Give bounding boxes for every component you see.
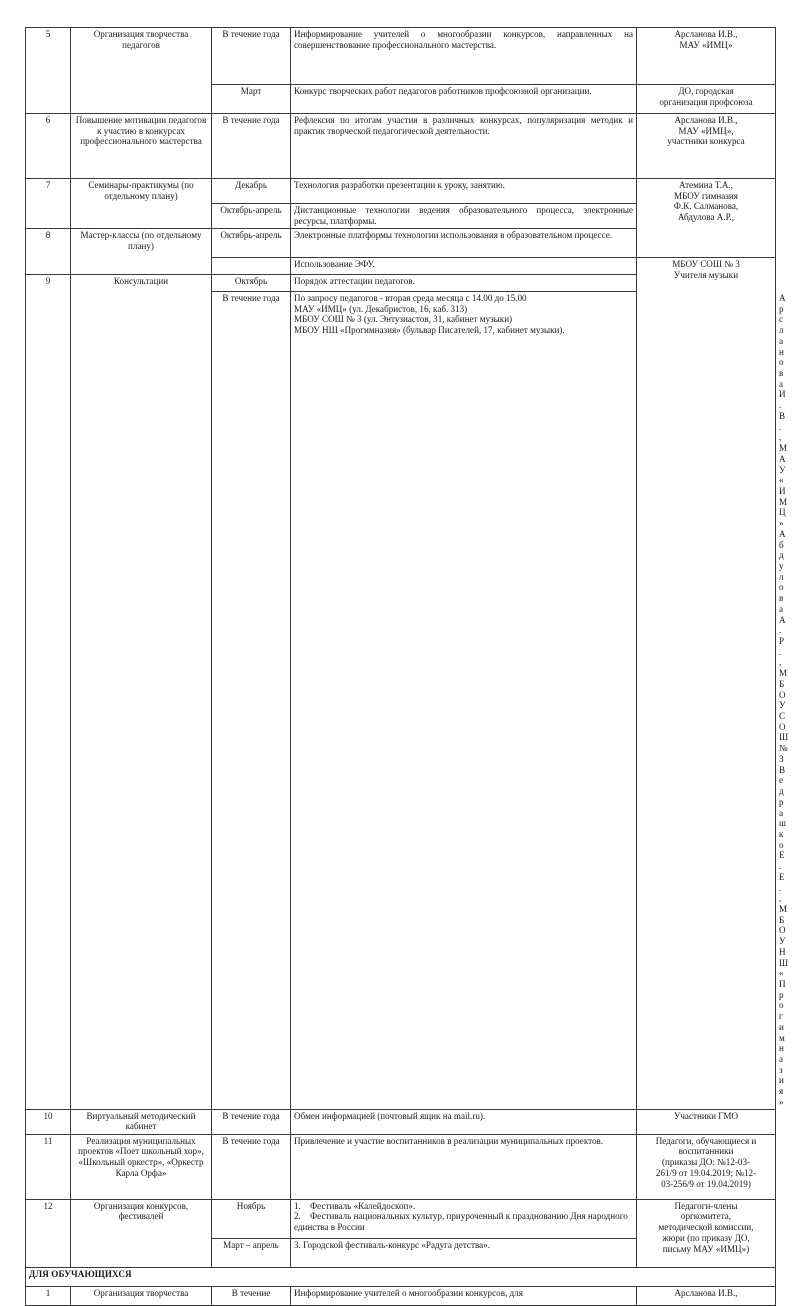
row-number: 11 xyxy=(26,1134,71,1199)
row-number: 1 xyxy=(26,1286,71,1305)
row-topic: Организация творчества xyxy=(71,1286,212,1305)
row-date: В течение года xyxy=(212,28,291,85)
list-item xyxy=(294,1201,633,1212)
row-responsible: Арсланова И.В., МАУ «ИМЦ», участники конкурса xyxy=(637,114,776,179)
row-date: Октябрь-апрель xyxy=(212,204,291,229)
row-responsible: МБОУ СОШ № 3 Учителя музыки xyxy=(637,258,776,1110)
row-date: В течение xyxy=(212,1286,291,1305)
row-number: 12 xyxy=(26,1199,71,1267)
row-date: В течение года xyxy=(212,114,291,179)
row-number: 8 xyxy=(26,229,71,275)
table-row xyxy=(26,28,776,85)
list-item xyxy=(294,1211,633,1232)
row-content: Дистанционные технологии ведения образовательного процесса, электронные ресурсы, платформы. xyxy=(291,204,637,229)
row-topic: Консультации xyxy=(71,275,212,1110)
row-responsible: Арсланова И.В., xyxy=(637,1286,776,1305)
row-topic: Организация творчества педагогов xyxy=(71,28,212,114)
row-responsible: ДО, городская организация профсоюза xyxy=(637,85,776,114)
table-row xyxy=(26,1286,776,1305)
row-date: Ноябрь xyxy=(212,1199,291,1238)
row-content xyxy=(291,1199,637,1238)
list-text: Фестиваль национальных культур, приуроченный к празднованию Дня народного единства в России xyxy=(294,1211,628,1233)
row-date: Март xyxy=(212,85,291,114)
row-content: Информирование учителей о многообразии конкурсов, для xyxy=(291,1286,637,1305)
row-responsible: Педагоги-члены оргкомитета, методической комиссии, жюри (по приказу ДО, письму МАУ «ИМЦ») xyxy=(637,1199,776,1267)
row-number: 10 xyxy=(26,1109,71,1134)
row-date: Март – апрель xyxy=(212,1238,291,1267)
row-content: 3. Городской фестиваль-конкурс «Радуга детства». xyxy=(291,1238,637,1267)
row-content: По запросу педагогов - вторая среда месяца с 14.00 до 15.00 МАУ «ИМЦ» (ул. Декабристов, 16, каб. 313) МБОУ СОШ № 3 (ул. Энтузиастов, 31, кабинет музыки) МБОУ НШ «Прогимназия» (бульвар Писателей, 17, кабинет музыки). xyxy=(291,292,637,1110)
row-content: Использование ЭФУ. xyxy=(291,258,637,275)
list-marker: 1. xyxy=(294,1200,301,1211)
content-ordered-list xyxy=(294,1201,633,1233)
row-number: 6 xyxy=(26,114,71,179)
row-number: 5 xyxy=(26,28,71,114)
row-responsible: Атемина Т.А., МБОУ гимназия Ф.К. Салманова, Абдулова А.Р., xyxy=(637,179,776,258)
row-content: Рефлексия по итогам участия в различных конкурсах, популяризация методик и практик творческой педагогической деятельности. xyxy=(291,114,637,179)
table-row xyxy=(26,1109,776,1134)
table-row xyxy=(26,114,776,179)
row-topic: Мастер-классы (по отдельному плану) xyxy=(71,229,212,275)
section-header-row xyxy=(26,1267,776,1286)
row-date xyxy=(212,258,291,275)
row-responsible: Педагоги, обучающиеся и воспитанники (приказы ДО: №12-03- 261/9 от 19.04.2019; №12- 03-256/9 от 19.04.2019) xyxy=(637,1134,776,1199)
list-marker: 2. xyxy=(294,1211,301,1222)
table-row xyxy=(26,1199,776,1238)
row-content: Электронные платформы технологии использования в образовательном процессе. xyxy=(291,229,637,258)
activity-plan-table xyxy=(25,27,789,1306)
table-row xyxy=(26,179,776,204)
row-topic: Реализация муниципальных проектов «Поет школьный хор», «Школьный оркестр», «Оркестр Карла Орфа» xyxy=(71,1134,212,1199)
table-row: В течение года По запросу педагогов - вторая среда месяца с 14.00 до 15.00 МАУ «ИМЦ» (ул. Декабристов, 16, каб. 313) МБОУ СОШ № 3 (ул. Энтузиастов, 31, кабинет музыки) МБОУ НШ «Прогимназия» (бульвар Писателей, 17, кабинет музыки). Арсланова И.В., МАУ «ИМЦ» Абдулова А.Р., МБОУ СОШ № 3 Ведрашко Е.Е., МБОУ НШ «Прогимназия» xyxy=(26,292,776,1110)
row-number: 9 xyxy=(26,275,71,1110)
row-date: В течение года xyxy=(212,1134,291,1199)
row-content: Технология разработки презентации к уроку, занятию. xyxy=(291,179,637,204)
row-content: Порядок аттестации педагогов. xyxy=(291,275,637,292)
row-topic: Повышение мотивации педагогов к участию в конкурсах профессионального мастерства xyxy=(71,114,212,179)
table-row xyxy=(26,1134,776,1199)
section-header: ДЛЯ ОБУЧАЮЩИХСЯ xyxy=(26,1267,776,1286)
row-topic: Виртуальный методический кабинет xyxy=(71,1109,212,1134)
row-content: Привлечение и участие воспитанников в реализации муниципальных проектов. xyxy=(291,1134,637,1199)
row-content: Конкурс творческих работ педагогов работников профсоюзной организации. xyxy=(291,85,637,114)
row-date: В течение года xyxy=(212,1109,291,1134)
row-content: Обмен информацией (почтовый ящик на mail.ru). xyxy=(291,1109,637,1134)
row-content: Информирование учителей о многообразии конкурсов, направленных на совершенствование профессионального мастерства. xyxy=(291,28,637,85)
row-topic: Организация конкурсов, фестивалей xyxy=(71,1199,212,1267)
row-topic: Семинары-практикумы (по отдельному плану) xyxy=(71,179,212,229)
row-date: В течение года xyxy=(212,292,291,1110)
row-date: Октябрь-апрель xyxy=(212,229,291,258)
row-number: 7 xyxy=(26,179,71,229)
row-responsible: Арсланова И.В., МАУ «ИМЦ» xyxy=(637,28,776,85)
list-text: Фестиваль «Калейдоскоп». xyxy=(310,1200,416,1211)
row-responsible: Участники ГМО xyxy=(637,1109,776,1134)
row-date: Октябрь xyxy=(212,275,291,292)
row-date: Декабрь xyxy=(212,179,291,204)
